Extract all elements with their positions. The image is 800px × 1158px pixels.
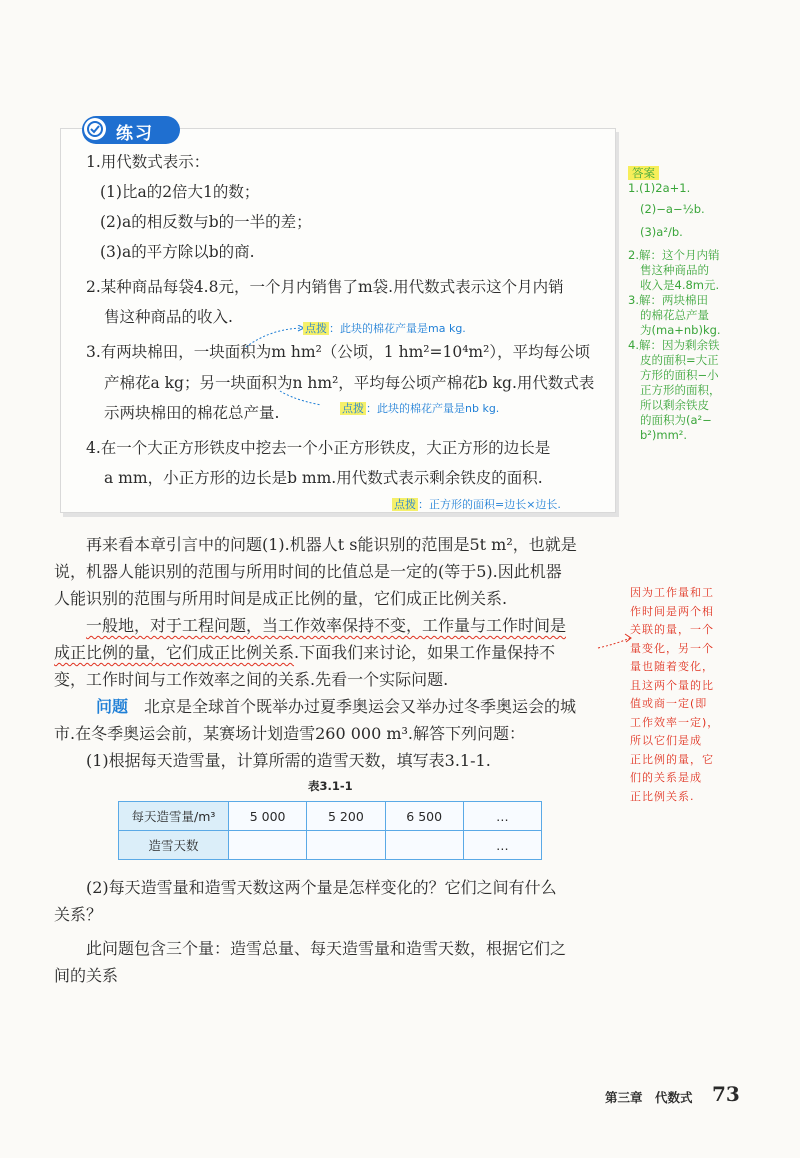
answer-line: b²)mm². bbox=[640, 428, 688, 442]
body-line: (2)每天造雪量和造雪天数这两个量是怎样变化的？它们之间有什么 bbox=[86, 878, 557, 897]
answer-line: (2)−a−½b. bbox=[640, 202, 705, 216]
problem-tag: 问题 bbox=[96, 697, 129, 716]
exercise-title: 练习 bbox=[116, 124, 154, 144]
answer-line: 4.解：因为剩余铁 bbox=[628, 338, 720, 352]
emphasis-text: 成正比例的量，它们成正比例关系 bbox=[54, 643, 295, 662]
hint-arrows bbox=[240, 325, 320, 425]
hint-note bbox=[303, 320, 466, 336]
hint-tag: 点拨 bbox=[342, 402, 364, 415]
exercise-item: 产棉花a kg；另一块面积为n hm²，平均每公顷产棉花b kg.用代数式表 bbox=[104, 374, 595, 392]
answer-line: 所以剩余铁皮 bbox=[640, 398, 709, 412]
side-note-line: 关联的量，一个 bbox=[630, 623, 714, 636]
body-line: (1)根据每天造雪量，计算所需的造雪天数，填写表3.1-1. bbox=[86, 751, 491, 770]
table-row bbox=[119, 802, 542, 831]
exercise-item: (2)a的相反数与b的一半的差； bbox=[100, 213, 312, 231]
problem-line bbox=[96, 697, 576, 717]
table-cell: 6 500 bbox=[385, 802, 463, 831]
answer-line: 的棉花总产量 bbox=[640, 308, 709, 322]
exercise-item: 3.有两块棉田，一块面积为m hm²（公顷，1 hm²=10⁴m²），平均每公顷 bbox=[86, 343, 591, 361]
hint-text: ：正方形的面积=边长×边长. bbox=[418, 498, 561, 511]
exercise-item: 售这种商品的收入. bbox=[104, 308, 233, 326]
table-cell: … bbox=[463, 831, 541, 860]
table-cell bbox=[228, 831, 306, 860]
footer-chapter: 第三章 代数式 bbox=[605, 1090, 693, 1105]
hint-text: ：此块的棉花产量是ma kg. bbox=[329, 322, 466, 335]
side-note bbox=[630, 584, 719, 806]
side-note-line: 们的关系是成 bbox=[630, 771, 702, 784]
table-header-cell: 造雪天数 bbox=[119, 831, 229, 860]
exercise-icon bbox=[84, 118, 106, 140]
answer-line: 正方形的面积， bbox=[640, 383, 721, 397]
side-note-line: 工作效率一定)， bbox=[630, 715, 720, 729]
snow-table bbox=[118, 801, 542, 860]
hint-note bbox=[392, 496, 561, 512]
side-note-line: 量也随着变化， bbox=[630, 660, 714, 673]
emphasis-text: 一般地，对于工程问题，当工作效率保持不变，工作量与工作时间是 bbox=[86, 616, 567, 635]
side-note-line: 所以它们是成 bbox=[630, 734, 702, 747]
side-note-line: 量变化，另一个 bbox=[630, 641, 714, 655]
body-line: 变，工作时间与工作效率之间的关系.先看一个实际问题. bbox=[54, 670, 449, 689]
body-line: 关系？ bbox=[54, 905, 103, 924]
side-note-line: 正比例的量，它 bbox=[630, 752, 714, 766]
problem-text: 北京是全球首个既举办过夏季奥运会又举办过冬季奥运会的城 bbox=[144, 697, 577, 716]
exercise-item: 4.在一个大正方形铁皮中挖去一个小正方形铁皮，大正方形的边长是 bbox=[86, 439, 551, 457]
side-note-line: 作时间是两个相 bbox=[630, 604, 714, 618]
answer-line: 收入是4.8m元. bbox=[640, 278, 720, 292]
table-row bbox=[119, 831, 542, 860]
exercise-item: a mm，小正方形的边长是b mm.用代数式表示剩余铁皮的面积. bbox=[104, 469, 543, 487]
answer-line: 3.解：两块棉田 bbox=[628, 293, 708, 307]
exercise-item: (1)比a的2倍大1的数； bbox=[100, 183, 260, 201]
body-line: 此问题包含三个量：造雪总量、每天造雪量和造雪天数，根据它们之 bbox=[86, 939, 567, 958]
body-line: 市.在冬季奥运会前，某赛场计划造雪260 000 m³.解答下列问题： bbox=[54, 724, 526, 743]
page-number: 73 bbox=[712, 1082, 740, 1106]
body-line bbox=[54, 643, 555, 663]
hint-tag: 点拨 bbox=[394, 498, 416, 511]
answers-tag: 答案 bbox=[628, 166, 659, 180]
hint-tag: 点拨 bbox=[305, 322, 327, 335]
answer-line: 方形的面积−小 bbox=[640, 368, 719, 382]
exercise-item: (3)a的平方除以b的商. bbox=[100, 243, 255, 261]
side-note-line: 正比例关系. bbox=[630, 789, 695, 803]
table-header-cell: 每天造雪量/m³ bbox=[119, 802, 229, 831]
exercise-item: 1.用代数式表示： bbox=[86, 153, 210, 171]
exercise-item: 2.某种商品每袋4.8元，一个月内销售了m袋.用代数式表示这个月内销 bbox=[86, 278, 564, 296]
body-line: 说，机器人能识别的范围与所用时间的比值总是一定的(等于5).因此机器 bbox=[54, 562, 562, 581]
body-line: 再来看本章引言中的问题(1).机器人t s能识别的范围是5t m²，也就是 bbox=[86, 535, 577, 554]
answer-line: 2.解：这个月内销 bbox=[628, 248, 720, 262]
answer-line: 的面积为(a²− bbox=[640, 413, 712, 427]
table-cell: … bbox=[463, 802, 541, 831]
body-text: .下面我们来讨论，如果工作量保持不 bbox=[294, 643, 556, 662]
table-cell: 5 200 bbox=[307, 802, 385, 831]
answer-line: 皮的面积=大正 bbox=[640, 353, 719, 367]
table-cell: 5 000 bbox=[228, 802, 306, 831]
side-note-line: 因为工作量和工 bbox=[630, 586, 714, 599]
side-note-line: 值或商一定(即 bbox=[630, 697, 708, 710]
body-line bbox=[86, 616, 566, 636]
answer-line: 1.(1)2a+1. bbox=[628, 181, 691, 195]
table-cell bbox=[385, 831, 463, 860]
exercise-item: 示两块棉田的棉花总产量. bbox=[104, 404, 280, 422]
body-line: 间的关系 bbox=[54, 966, 119, 985]
exercise-header bbox=[82, 116, 180, 144]
answer-line: 售这种商品的 bbox=[640, 263, 709, 277]
hint-note bbox=[340, 400, 499, 416]
answer-line: 为(ma+nb)kg. bbox=[640, 323, 721, 337]
hint-text: ：此块的棉花产量是nb kg. bbox=[366, 402, 500, 415]
answers-column bbox=[628, 166, 721, 443]
answer-line: (3)a²/b. bbox=[640, 225, 683, 239]
table-cell bbox=[307, 831, 385, 860]
table-caption: 表3.1-1 bbox=[308, 779, 353, 793]
body-line: 人能识别的范围与所用时间是成正比例的量，它们成正比例关系. bbox=[54, 589, 508, 608]
side-note-line: 且这两个量的比 bbox=[630, 678, 714, 692]
